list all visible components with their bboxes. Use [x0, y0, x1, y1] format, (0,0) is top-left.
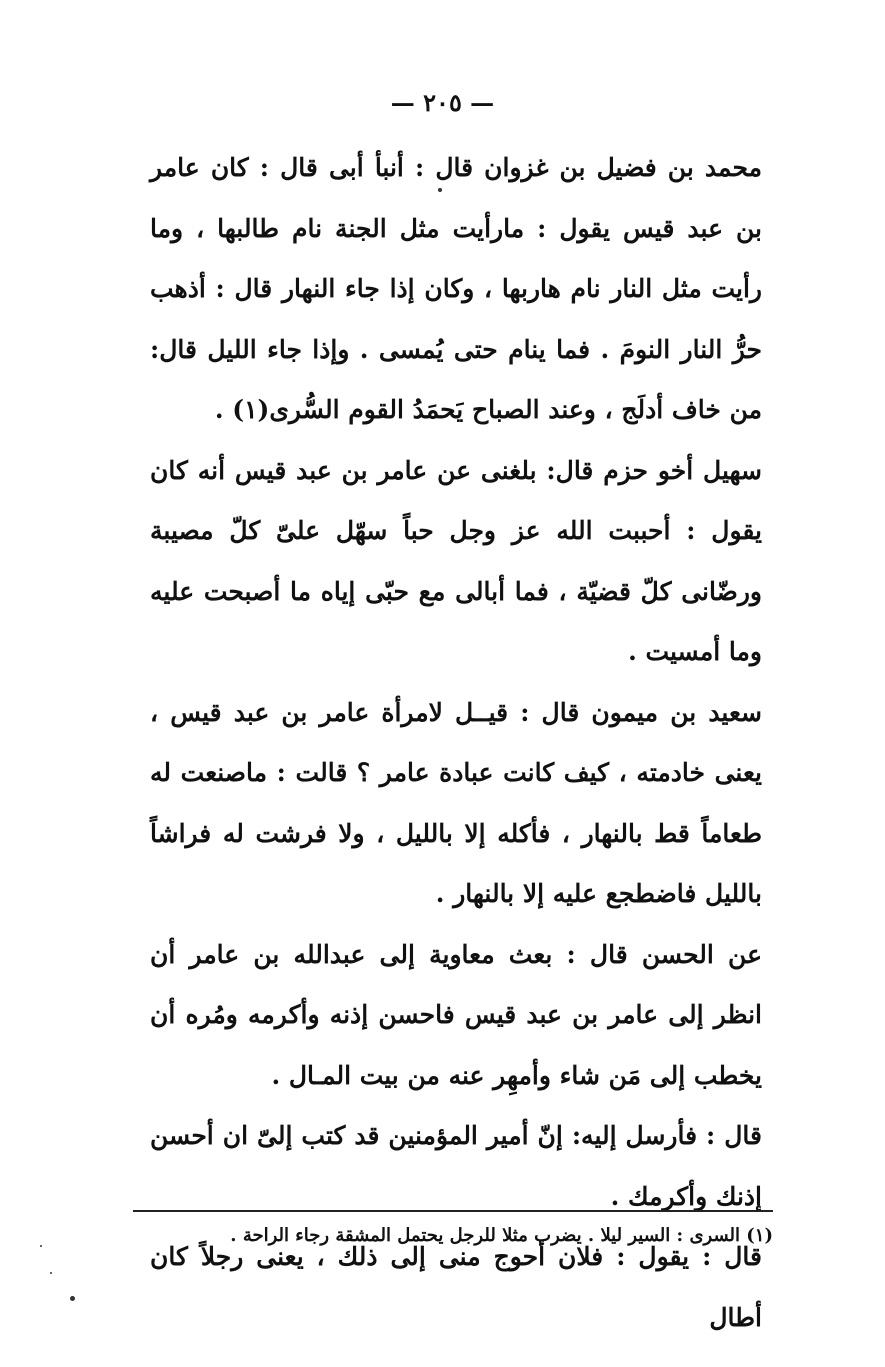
- paragraph-worship: سعيد بن ميمون قال : قيــل لامرأة عامر بن عبد قيس ، يعنى خادمته ، كيف كانت عبادة عامر ؟ قالت : ماصنعت له طعاماً قط بالنهار ، فأكله إلا بالليل ، ولا فرشت له فراشاً بالليل فاضطجع عليه إلا بالنهار .: [150, 697, 762, 908]
- paragraph-amer-sayings: محمد بن فضيل بن غزوان قال : أنبأ أبى قال : كان عامر بن عبد قيس يقول : مارأيت مثل الجنة نام طالبها ، وما رأيت مثل النار نام هاربها ، وكان إذا جاء النهار قال : أذهب حرُّ النار النومَ . فما ينام حتى يُمسى . وإذا جاء الليل قال: من خاف أدلَج ، وعند الصباح يَحمَدُ القوم السُّرى(١) .: [150, 153, 762, 424]
- body-text: [150, 138, 762, 1348]
- page-number: — ٢٠٥ —: [390, 88, 495, 117]
- paragraph-reply: قال : يقول : فلان أحوج منى إلى ذلك ، يعنى رجلاً كان أطال: [150, 1242, 762, 1332]
- footnote: (١) السرى : السير ليلا . يضرب مثلا للرجل يحتمل المشقة رجاء الراحة .: [230, 1225, 773, 1246]
- paragraph-message: قال : فأرسل إليه: إنّ أمير المؤمنين قد كتب إلىّ ان أحسن إذنك وأكرمك .: [150, 1121, 762, 1211]
- scan-speck: [438, 188, 442, 192]
- scan-speck: [50, 1272, 52, 1274]
- paragraph-muawiya-letter: عن الحسن قال : بعث معاوية إلى عبدالله بن عامر أن انظر إلى عامر بن عبد قيس فاحسن إذنه وأكرمه ومُره أن يخطب إلى مَن شاء وأمهِر عنه من بيت المـال .: [150, 939, 763, 1090]
- scan-speck: [70, 1296, 75, 1301]
- scan-speck: [40, 1245, 42, 1247]
- footnote-divider: [133, 1210, 773, 1212]
- paragraph-love-of-god: سهيل أخو حزم قال: بلغنى عن عامر بن عبد قيس أنه كان يقول : أحببت الله عز وجل حباً سهّل علىّ كلّ مصيبة ورضّانى كلّ قضيّة ، فما أبالى مع حبّى إياه ما أصبحت عليه وما أمسيت .: [150, 455, 762, 666]
